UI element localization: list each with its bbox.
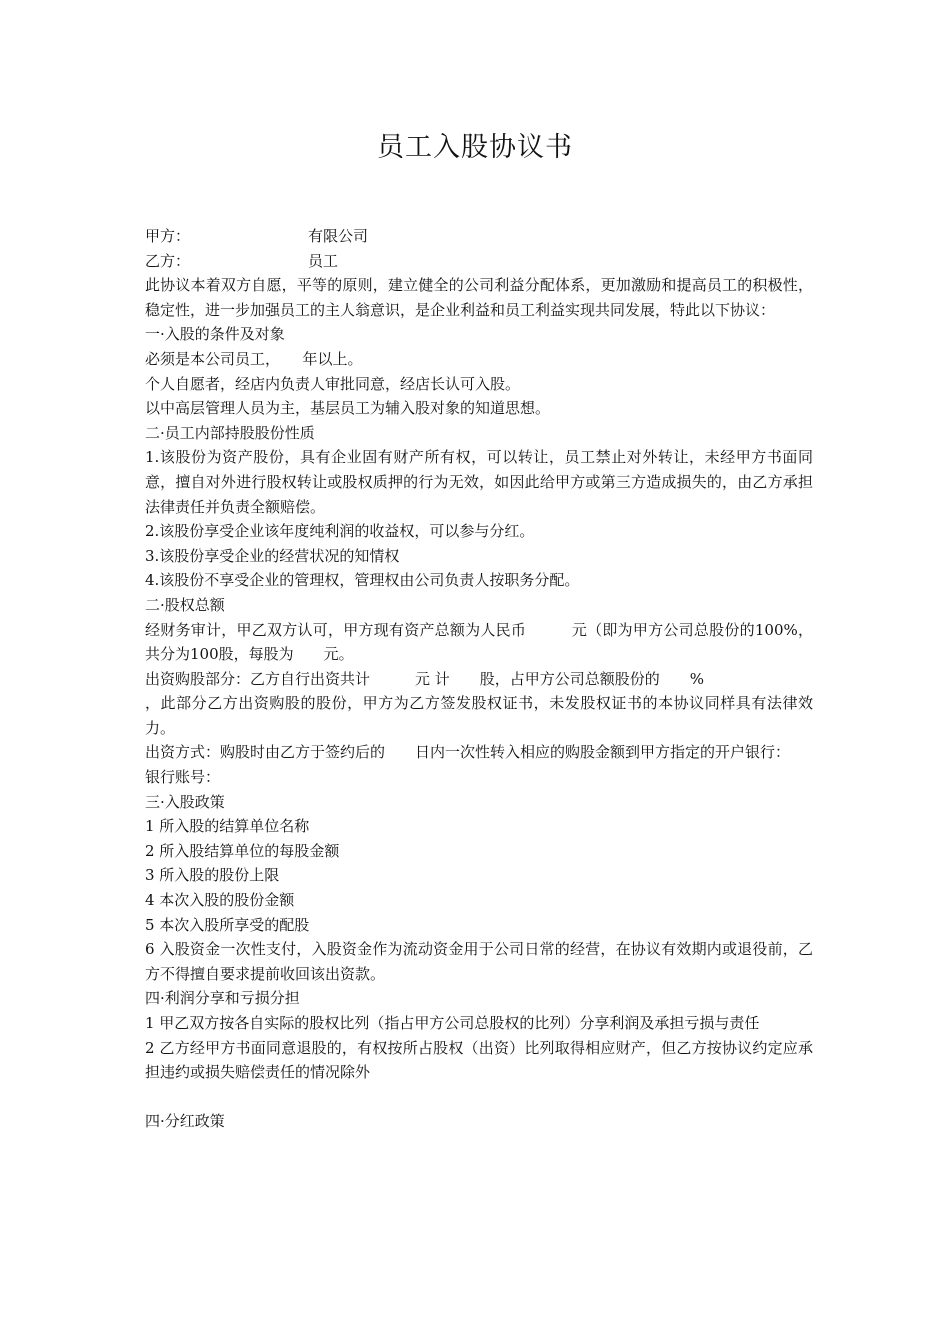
section-5-heading: 四·利润分享和亏损分担 — [145, 989, 300, 1008]
party-a-label: 甲方： — [145, 227, 191, 245]
blank-line — [145, 1085, 813, 1110]
party-b-line — [145, 249, 813, 274]
party-a-value: 有限公司 — [308, 227, 369, 245]
section-3-para-3: 出资方式：购股时由乙方于签约后的 日内一次性转入相应的购股金额到甲方指定的开户银行： — [145, 743, 791, 762]
section-5-para-2: 2 乙方经甲方书面同意退股的，有权按所占股权（出资）比列取得相应财产，但乙方按协议约定应承担违约或损失赔偿责任的情况除外 — [145, 1038, 813, 1082]
section-1-line-1: 必须是本公司员工， 年以上。 — [145, 349, 363, 368]
section-1-line-2: 个人自愿者，经店内负责人审批同意，经店长认可入股。 — [145, 374, 521, 393]
section-3-heading: 二·股权总额 — [145, 595, 225, 614]
party-a-line — [145, 224, 813, 249]
section-3-para-1: 经财务审计，甲乙双方认可，甲方现有资产总额为人民币 元（即为甲方公司总股份的100%，共分为100股，每股为 元。 — [145, 620, 813, 664]
section-5-para-1: 1 甲乙双方按各自实际的股权比列（指占甲方公司总股权的比列）分享利润及承担亏损与责任 — [145, 1014, 760, 1032]
party-b-value: 员工 — [308, 251, 339, 270]
intro-paragraph: 此协议本着双方自愿，平等的原则，建立健全的公司利益分配体系，更加激励和提高员工的积极性，稳定性，进一步加强员工的主人翁意识，是企业利益和员工利益实现共同发展，特此以下协议： — [145, 276, 813, 319]
section-4-line-5: 5 本次入股所享受的配股 — [145, 915, 310, 934]
section-3-para-2a: 出资购股部分：乙方自行出资共计 元 计 股，占甲方公司总额股份的 % — [145, 669, 705, 688]
document-title: 员工入股协议书 — [377, 132, 573, 163]
party-b-label: 乙方： — [145, 251, 191, 270]
section-4-para-6: 6 入股资金一次性支付，入股资金作为流动资金用于公司日常的经营，在协议有效期内或退役前，乙方不得擅自要求提前收回该出资款。 — [145, 940, 813, 983]
section-2-para-4: 4.该股份不享受企业的管理权，管理权由公司负责人按职务分配。 — [145, 571, 580, 590]
section-2-para-2: 2.该股份享受企业该年度纯利润的收益权，可以参与分红。 — [145, 522, 535, 541]
section-4-line-1: 1 所入股的结算单位名称 — [145, 817, 310, 836]
section-4-heading: 三·入股政策 — [145, 792, 225, 811]
section-4-line-2: 2 所入股结算单位的每股金额 — [145, 841, 340, 860]
section-2-para-3: 3.该股份享受企业的经营状况的知情权 — [145, 546, 400, 565]
document-body — [145, 224, 813, 1134]
section-6-heading: 四·分红政策 — [145, 1112, 225, 1131]
section-1-heading: 一·入股的条件及对象 — [145, 325, 285, 344]
section-3-para-4: 银行账号： — [145, 768, 221, 787]
section-2-heading: 二·员工内部持股股份性质 — [145, 423, 315, 442]
section-3-para-2b: ，此部分乙方出资购股的股份，甲方为乙方签发股权证书，未发股权证书的本协议同样具有法律效力。 — [145, 694, 813, 737]
section-1-line-3: 以中高层管理人员为主，基层员工为辅入股对象的知道思想。 — [145, 399, 551, 418]
section-4-line-4: 4 本次入股的股份金额 — [145, 891, 295, 910]
section-2-para-1: 1.该股份为资产股份，具有企业固有财产所有权，可以转让，员工禁止对外转让，未经甲方书面同意，擅自对外进行股权转让或股权质押的行为无效，如因此给甲方或第三方造成损失的，由乙方承担法律责任并负责全额赔偿。 — [145, 448, 813, 516]
section-4-line-3: 3 所入股的股份上限 — [145, 866, 280, 885]
